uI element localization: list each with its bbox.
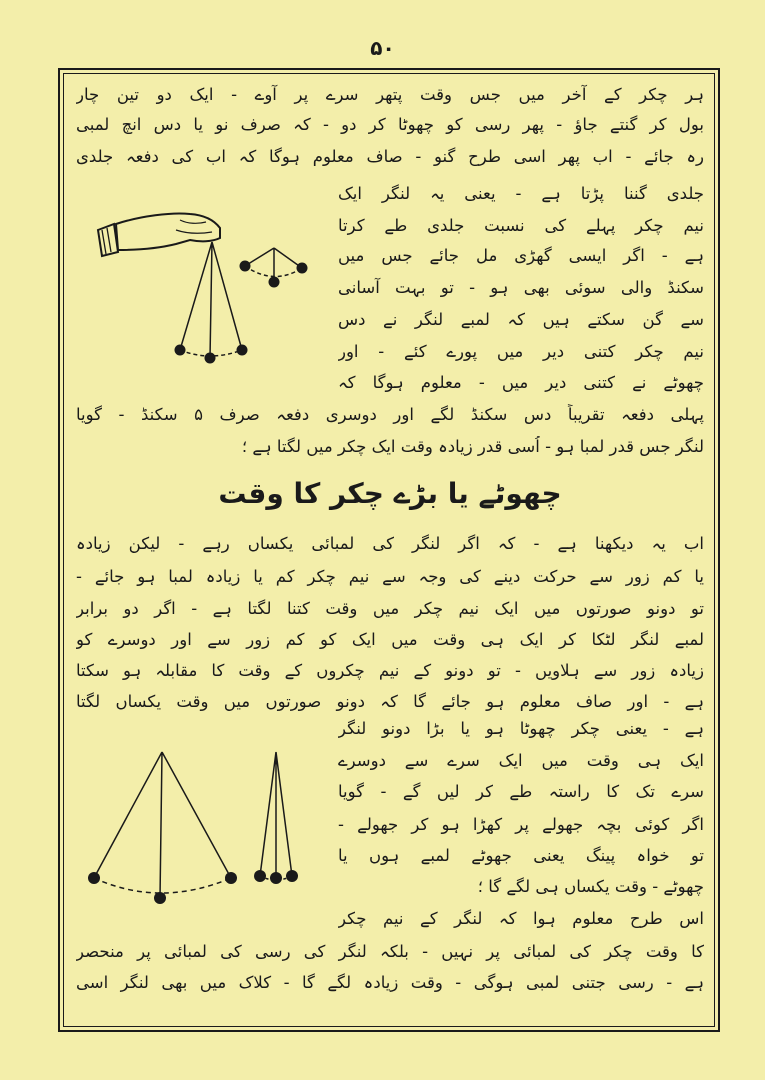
text-line: نیم چکر پہلے کی نسبت جلدی طے کرتا xyxy=(338,216,704,235)
wide-pendulum-arc xyxy=(94,878,231,893)
hand-cuff-hatching xyxy=(102,228,111,254)
long-pendulum-bob xyxy=(205,353,216,364)
text-line: نیم چکر کتنی دیر میں پورے کئے - اور xyxy=(338,342,704,361)
text-line: یا کم زور سے حرکت دینے کی وجہ سے نیم چکر کم یا زیادہ لمبا ہو جائے - xyxy=(76,567,704,586)
text-line: ہے - اگر ایسی گھڑی مل جائے جس میں xyxy=(338,246,704,265)
text-line: لمبے لنگر لٹکا کر ایک ہی وقت میں ایک کو کم زور سے اور دوسرے کو xyxy=(76,630,704,649)
section-heading: چھوٹے یا بڑے چکر کا وقت xyxy=(218,477,562,510)
text-line: سے گن سکتے ہیں کہ لمبے لنگر نے دس xyxy=(338,310,704,329)
text-line: تو خواہ پینگ یعنی جھوٹے لمبے ہوں یا xyxy=(338,846,704,865)
text-line: اس طرح معلوم ہوا کہ لنگر کے نیم چکر xyxy=(338,909,704,928)
text-line: چھوٹے نے کتنی دیر میں - معلوم ہوگا کہ xyxy=(338,373,704,392)
text-line: چھوٹے - وقت یکساں ہی لگے گا ؛ xyxy=(477,877,704,896)
narrow-pendulum-bob xyxy=(286,870,298,882)
wide-pendulum-bob xyxy=(88,872,100,884)
text-line: بول کر گنتے جاؤ - پھر رسی کو چھوٹا کر دو - کہ صرف نو یا دس انچ لمبی xyxy=(76,115,704,134)
page-number: ۵۰ xyxy=(370,36,395,60)
wide-pendulum-strings xyxy=(94,752,231,898)
narrow-pendulum-bob xyxy=(270,872,282,884)
short-pendulum-bob xyxy=(269,277,280,288)
text-line: پہلی دفعہ تقریباً دس سکنڈ لگے اور دوسری دفعہ صرف ۵ سکنڈ - گویا xyxy=(76,405,704,424)
hand xyxy=(116,213,220,250)
text-line: ہر چکر کے آخر میں جس وقت پتھر سرے پر آوے - ایک دو تین چار xyxy=(76,85,704,104)
short-pendulum-bob xyxy=(297,263,308,274)
wide-pendulum-bob xyxy=(154,892,166,904)
text-line: کا وقت چکر کی لمبائی پر نہیں - بلکہ لنگر کی رسی کی لمبائی پر منحصر xyxy=(76,942,704,961)
text-line: ہے - اور صاف معلوم ہو جائے گا کہ دونو صورتوں میں وقت یکساں لگتا xyxy=(76,692,704,711)
text-line: ہے - رسی جتنی لمبی ہوگی - وقت زیادہ لگے گا - کلاک میں بھی لنگر اسی xyxy=(76,973,704,992)
text-line: سرے تک کا راستہ طے کر لیں گے - گویا xyxy=(338,782,704,801)
hand-cuff xyxy=(98,224,118,256)
text-line: رہ جائے - اب پھر اسی طرح گنو - صاف معلوم ہوگا کہ اب کی دفعہ جلدی xyxy=(76,147,704,166)
text-line: زیادہ زور سے ہلاویں - تو دونو کے نیم چکروں کے وقت کا مقابلہ ہو سکتا xyxy=(76,661,704,680)
text-line: سکنڈ والی سوئی بھی ہو - تو بہت آسانی xyxy=(338,278,704,297)
text-line: لنگر جس قدر لمبا ہو - اُسی قدر زیادہ وقت ایک چکر میں لگتا ہے ؛ xyxy=(241,437,704,456)
text-line: ہے - یعنی چکر چھوٹا ہو یا بڑا دونو لنگر xyxy=(338,719,704,738)
text-line: جلدی گننا پڑتا ہے - یعنی یہ لنگر ایک xyxy=(338,184,704,203)
long-pendulum-bob xyxy=(237,345,248,356)
long-pendulum-strings xyxy=(180,242,242,358)
text-line: تو دونو صورتوں میں ایک نیم چکر میں وقت کتنا لگتا ہے - اگر دو برابر xyxy=(76,599,704,618)
narrow-pendulum-bob xyxy=(254,870,266,882)
long-pendulum-bob xyxy=(175,345,186,356)
short-pendulum-bob xyxy=(240,261,251,272)
hand-fingers xyxy=(176,220,212,233)
text-line: ایک ہی وقت میں ایک سرے سے دوسرے xyxy=(338,751,704,770)
wide-pendulum-bob xyxy=(225,872,237,884)
text-line: اب یہ دیکھنا ہے - کہ اگر لنگر کی لمبائی یکساں رہے - لیکن زیادہ xyxy=(76,534,704,553)
pendulum-swing-figure xyxy=(76,738,326,913)
text-line: اگر کوئی بچہ جھولے پر کھڑا ہو کر جھولے - xyxy=(338,815,704,834)
narrow-pendulum-strings xyxy=(260,752,292,878)
pendulum-hand-figure xyxy=(80,190,330,390)
